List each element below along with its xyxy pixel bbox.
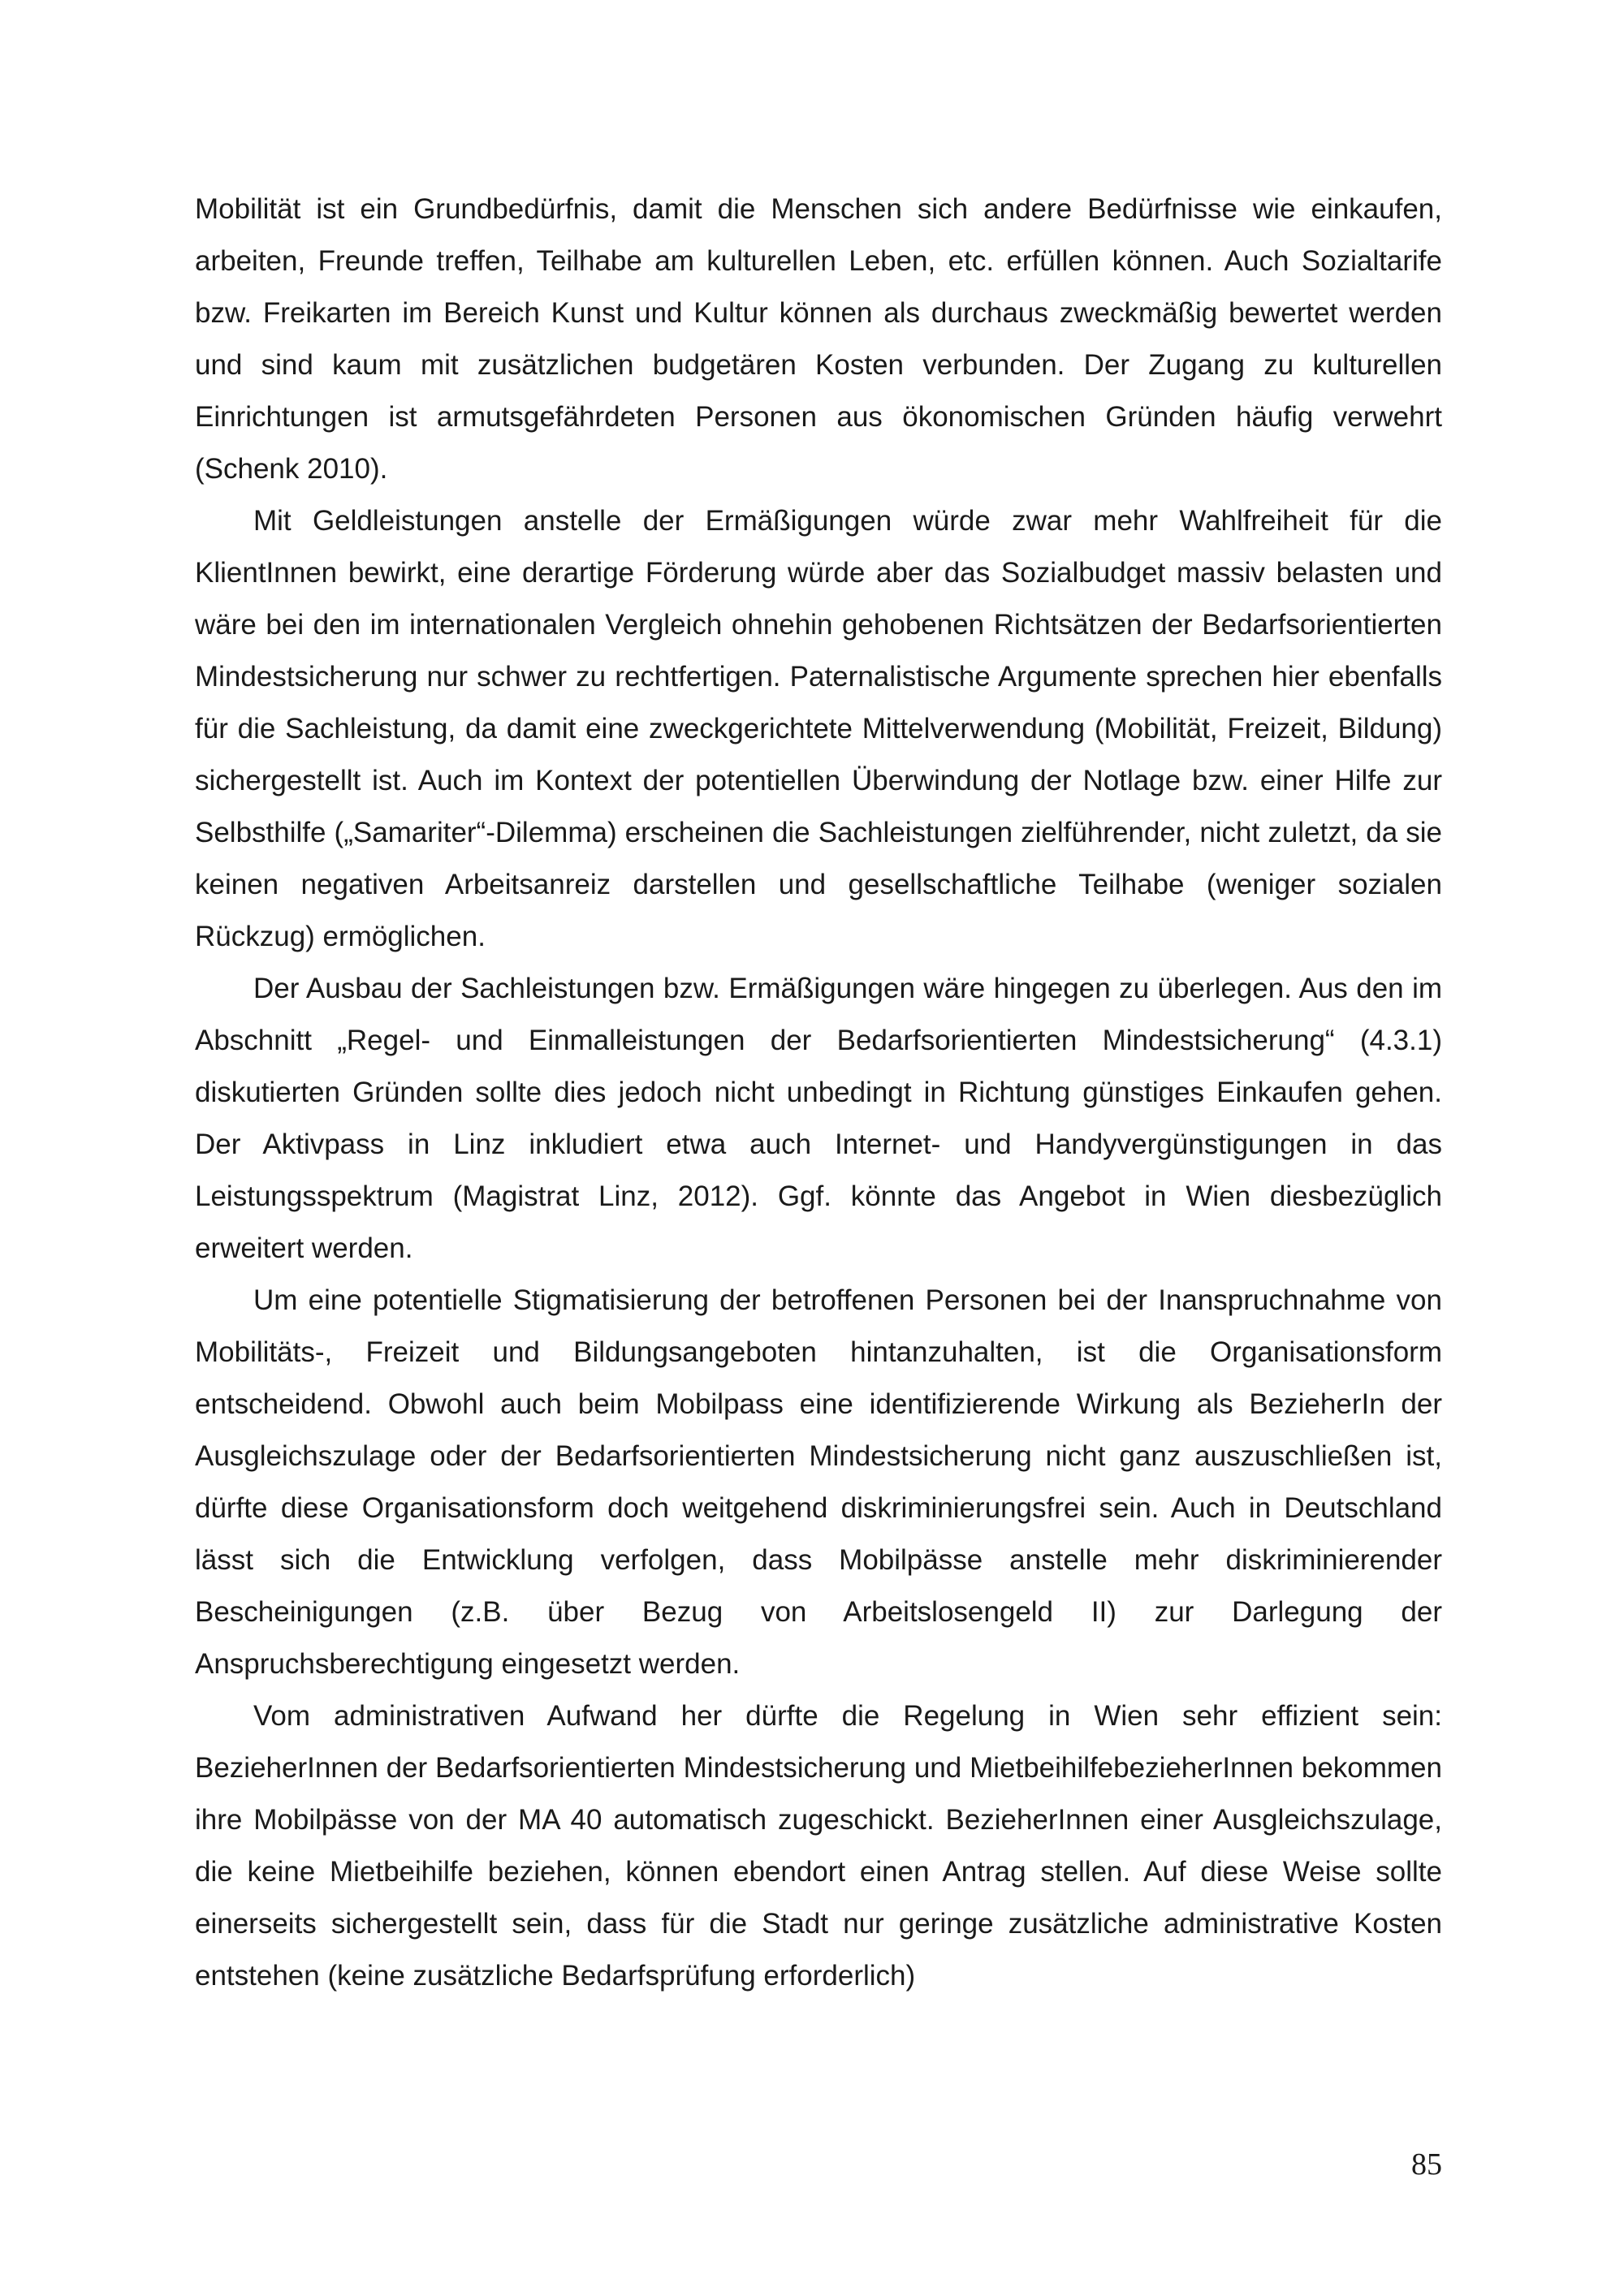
paragraph-1: Mobilität ist ein Grundbedürfnis, damit die Menschen sich andere Bedürfnisse wie einkaufen, arbeiten, Freunde treffen, Teilhabe am kulturellen Leben, etc. erfüllen können. Auch Sozialtarife bzw. Freikarten im Bereich Kunst und Kultur können als durchaus zweckmäßig bewertet werden und sind kaum mit zusätzlichen budgetären Kosten verbunden. Der Zugang zu kulturellen Einrichtungen ist armutsgefährdeten Personen aus ökonomischen Gründen häufig verwehrt (Schenk 2010). [195, 193, 1442, 485]
paragraph-3: Der Ausbau der Sachleistungen bzw. Ermäßigungen wäre hingegen zu überlegen. Aus den im Abschnitt „Regel- und Einmalleistungen der Bedarfsorientierten Mindestsicherung“ (4.3.1) diskutierten Gründen sollte dies jedoch nicht unbedingt in Richtung günstiges Einkaufen gehen. Der Aktivpass in Linz inkludiert etwa auch Internet- und Handyvergünstigungen in das Leistungsspektrum (Magistrat Linz, 2012). Ggf. könnte das Angebot in Wien diesbezüglich erweitert werden. [195, 973, 1442, 1264]
page-number: 85 [1411, 2147, 1442, 2182]
paragraph-4: Um eine potentielle Stigmatisierung der betroffenen Personen bei der Inanspruchnahme von Mobilitäts-, Freizeit und Bildungsangeboten hintanzuhalten, ist die Organisationsform entscheidend. Obwohl auch beim Mobilpass eine identifizierende Wirkung als BezieherIn der Ausgleichszulage oder der Bedarfsorientierten Mindestsicherung nicht ganz auszuschließen ist, dürfte diese Organisationsform doch weitgehend diskriminierungsfrei sein. Auch in Deutschland lässt sich die Entwicklung verfolgen, dass Mobilpässe anstelle mehr diskriminierender Bescheinigungen (z.B. über Bezug von Arbeitslosengeld II) zur Darlegung der Anspruchsberechtigung eingesetzt werden. [195, 1284, 1442, 1680]
body-text [195, 183, 1442, 2002]
paragraph-2: Mit Geldleistungen anstelle der Ermäßigungen würde zwar mehr Wahlfreiheit für die KlientInnen bewirkt, eine derartige Förderung würde aber das Sozialbudget massiv belasten und wäre bei den im internationalen Vergleich ohnehin gehobenen Richtsätzen der Bedarfsorientierten Mindestsicherung nur schwer zu rechtfertigen. Paternalistische Argumente sprechen hier ebenfalls für die Sachleistung, da damit eine zweckgerichtete Mittelverwendung (Mobilität, Freizeit, Bildung) sichergestellt ist. Auch im Kontext der potentiellen Überwindung der Notlage bzw. einer Hilfe zur Selbsthilfe („Samariter“-Dilemma) erscheinen die Sachleistungen zielführender, nicht zuletzt, da sie keinen negativen Arbeitsanreiz darstellen und gesellschaftliche Teilhabe (weniger sozialen Rückzug) ermöglichen. [195, 505, 1442, 952]
paragraph-5: Vom administrativen Aufwand her dürfte die Regelung in Wien sehr effizient sein: BezieherInnen der Bedarfsorientierten Mindestsicherung und MietbeihilfebezieherInnen bekommen ihre Mobilpässe von der MA 40 automatisch zugeschickt. BezieherInnen einer Ausgleichszulage, die keine Mietbeihilfe beziehen, können ebendort einen Antrag stellen. Auf diese Weise sollte einerseits sichergestellt sein, dass für die Stadt nur geringe zusätzliche administrative Kosten entstehen (keine zusätzliche Bedarfsprüfung erforderlich) [195, 1700, 1442, 1992]
